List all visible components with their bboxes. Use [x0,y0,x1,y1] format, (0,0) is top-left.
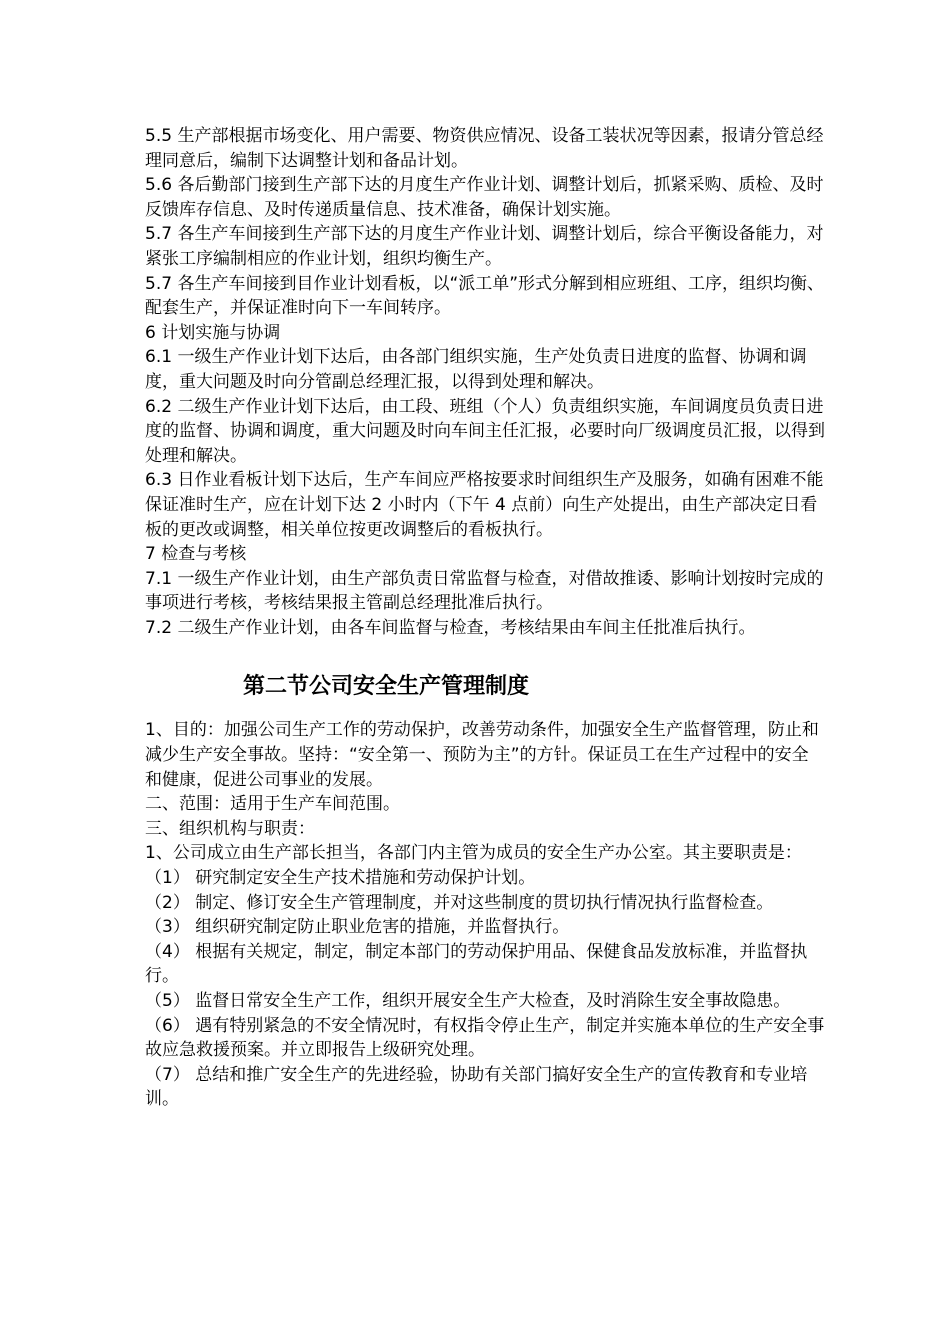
list-item-4: （4） 根据有关规定，制定，制定本部门的劳动保护用品、保健食品发放标准，并监督执行。 [145,941,808,987]
list-item-3: （3） 组织研究制定防止职业危害的措施，并监督执行。 [145,917,570,938]
paragraph-office: 1、公司成立由生产部长担当，各部门内主管为成员的安全生产办公室。其主要职责是： [145,843,802,864]
paragraph-7-1: 7.1 一级生产作业计划，由生产部负责日常监督与检查，对借故推诿、影响计划按时完成的事项进行考核，考核结果报主管副总经理批准后执行。 [145,568,824,614]
list-item-7: （7） 总结和推广安全生产的先进经验，协助有关部门搞好安全生产的宣传教育和专业培训。 [145,1064,808,1110]
paragraph-7-2: 7.2 二级生产作业计划，由各车间监督与检查，考核结果由车间主任批准后执行。 [145,617,756,638]
paragraph-6-2: 6.2 二级生产作业计划下达后，由工段、班组（个人）负责组织实施，车间调度员负责日进度的监督、协调和调度，重大问题及时向车间主任汇报，必要时向厂级调度员汇报，以得到处理和解决。 [145,396,825,466]
section-heading-block [145,640,825,718]
paragraph-6-3: 6.3 日作业看板计划下达后，生产车间应严格按要求时间组织生产及服务，如确有困难不能保证准时生产，应在计划下达 2 小时内（下午 4 点前）向生产处提出，由生产部决定日看板的更改或调整，相关单位按更改调整后的看板执行。 [145,470,824,540]
heading-7: 7 检查与考核 [145,544,247,565]
document-page [145,124,825,1112]
paragraph-5-5: 5.5 生产部根据市场变化、用户需要、物资供应情况、设备工装状况等因素，报请分管总经理同意后，编制下达调整计划和备品计划。 [145,126,824,171]
list-item-1: （1） 研究制定安全生产技术措施和劳动保护计划。 [145,868,536,889]
paragraph-scope: 二、范围：适用于生产车间范围。 [145,794,400,815]
paragraph-6-1: 6.1 一级生产作业计划下达后，由各部门组织实施，生产处负责日进度的监督、协调和调度，重大问题及时向分管副总经理汇报，以得到处理和解决。 [145,347,807,392]
list-item-5: （5） 监督日常安全生产工作，组织开展安全生产大检查，及时消除生安全事故隐患。 [145,991,791,1011]
list-item-6: （6） 遇有特别紧急的不安全情况时，有权指令停止生产，制定并实施本单位的生产安全事故应急救援预案。并立即报告上级研究处理。 [145,1015,825,1061]
paragraph-5-7a: 5.7 各生产车间接到生产部下达的月度生产作业计划、调整计划后，综合平衡设备能力，对紧张工序编制相应的作业计划，组织均衡生产。 [145,224,824,269]
paragraph-purpose: 1、目的：加强公司生产工作的劳动保护，改善劳动条件，加强安全生产监督管理，防止和减少生产安全事故。坚持：“安全第一、预防为主”的方针。保证员工在生产过程中的安全和健康，促进公司事业的发展。 [145,720,819,790]
paragraph-5-6: 5.6 各后勤部门接到生产部下达的月度生产作业计划、调整计划后，抓紧采购、质检、及时反馈库存信息、及时传递质量信息、技术准备，确保计划实施。 [145,175,824,220]
section-title: 第二节公司安全生产管理制度 [243,674,530,700]
list-item-2: （2） 制定、修订安全生产管理制度，并对这些制度的贯切执行情况执行监督检查。 [145,892,774,913]
paragraph-organization: 三、组织机构与职责： [145,818,315,839]
heading-6: 6 计划实施与协调 [145,322,281,343]
paragraph-5-7b: 5.7 各生产车间接到目作业计划看板，以“派工单”形式分解到相应班组、工序，组织均衡、配套生产，并保证准时向下一车间转序。 [145,273,825,319]
